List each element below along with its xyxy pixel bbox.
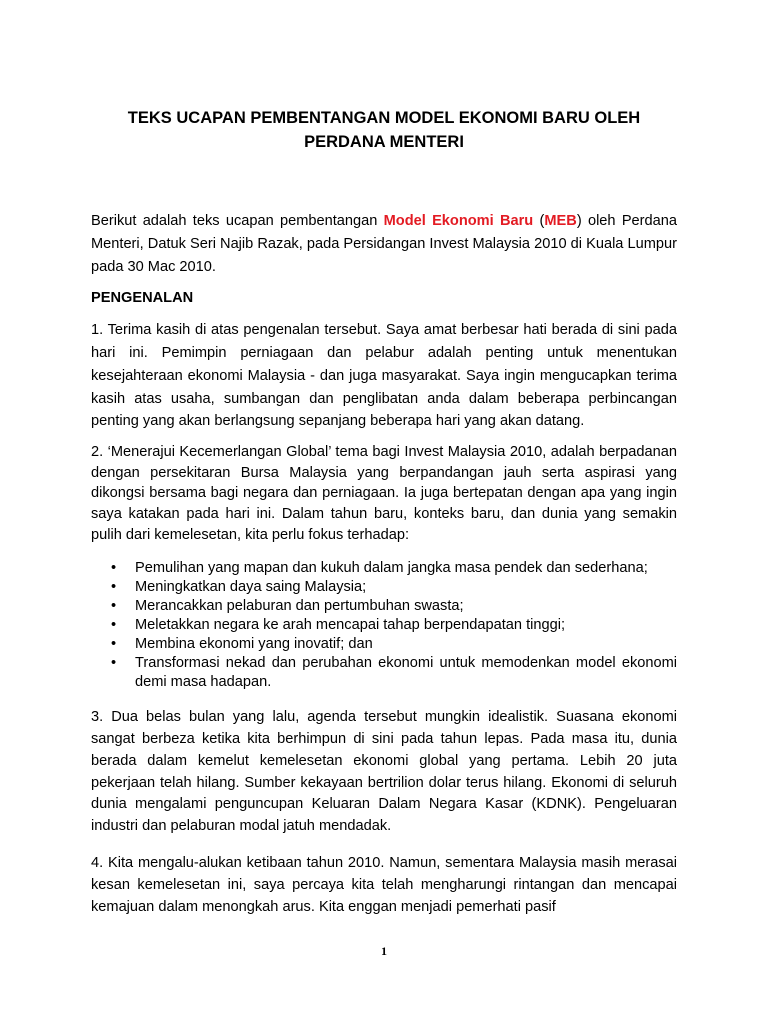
list-item-text: Membina ekonomi yang inovatif; dan xyxy=(135,636,373,653)
paragraph-3: 3. Dua belas bulan yang lalu, agenda tersebut mungkin idealistik. Suasana ekonomi sangat berbeza ketika kita berhimpun di sini pada tahun lepas. Pada masa itu, dunia berada dalam kemelut kemelesetan ekonomi global yang pertama. Lebih 20 juta pekerjaan telah hilang. Sumber kekayaan bertrilion dolar terus hilang. Ekonomi di seluruh dunia mengalami penguncupan Keluaran Dalam Negara Kasar (KDNK). Pengeluaran industri dan pelaburan modal jatuh mendadak. xyxy=(91,709,677,835)
bullet-icon: • xyxy=(111,560,117,577)
bullet-icon: • xyxy=(111,598,117,615)
section-heading-pengenalan: PENGENALAN xyxy=(91,290,194,307)
list-item-text: Transformasi nekad dan perubahan ekonomi untuk memodenkan model ekonomi demi masa hadapan. xyxy=(135,655,677,691)
intro-highlight-model-ekonomi-baru: Model Ekonomi Baru xyxy=(383,213,534,229)
intro-highlight-meb: MEB xyxy=(544,213,577,229)
list-item-text: Meletakkan negara ke arah mencapai tahap berpendapatan tinggi; xyxy=(135,617,566,634)
paragraph-2: 2. ‘Menerajui Kecemerlangan Global’ tema bagi Invest Malaysia 2010, adalah berpadanan dengan persekitaran Bursa Malaysia yang berpandangan jauh serta aspirasi yang dikongsi bersama bagi negara dan perniagaan. Ia juga bertepatan dengan apa yang ingin saya katakan pada hari ini. Dalam tahun baru, konteks baru, dan dunia yang semakin pulih dari kemelesetan, kita perlu fokus terhadap: xyxy=(91,444,677,543)
paragraph-1: 1. Terima kasih di atas pengenalan tersebut. Saya amat berbesar hati berada di sini pada hari ini. Pemimpin perniagaan dan pelabur adalah penting untuk menentukan kesejahteraan ekonomi Malaysia - dan juga masyarakat. Saya ingin mengucapkan terima kasih atas usaha, sumbangan dan penglibatan anda dalam beberapa perbincangan penting yang akan berlangsung sepanjang beberapa hari yang akan datang. xyxy=(91,322,677,430)
intro-paragraph xyxy=(91,210,677,278)
list-item xyxy=(91,635,677,654)
list-item-text: Merancakkan pelaburan dan pertumbuhan swasta; xyxy=(135,598,464,615)
intro-text-before: Berikut adalah teks ucapan pembentangan xyxy=(91,213,384,229)
intro-text-after: ) oleh Perdana Menteri, Datuk Seri Najib Razak, pada Persidangan Invest Malaysia 2010 di Kuala Lumpur pada 30 Mac 2010. xyxy=(91,213,677,275)
list-item xyxy=(91,616,677,635)
list-item-text: Meningkatkan daya saing Malaysia; xyxy=(135,579,367,596)
list-item xyxy=(91,654,677,692)
page-number: 1 xyxy=(381,944,387,958)
bullet-icon: • xyxy=(111,636,117,653)
title-line-2: PERDANA MENTERI xyxy=(304,133,464,151)
list-item xyxy=(91,578,677,597)
list-item-text: Pemulihan yang mapan dan kukuh dalam jangka masa pendek dan sederhana; xyxy=(135,560,648,577)
document-page xyxy=(91,106,677,918)
list-item xyxy=(91,597,677,616)
paragraph-4: 4. Kita mengalu-alukan ketibaan tahun 2010. Namun, sementara Malaysia masih merasai kesan kemelesetan ini, saya percaya kita telah mengharungi rintangan dan mencapai kemajuan dalam menongkah arus. Kita enggan menjadi pemerhati pasif xyxy=(91,854,677,915)
bullet-icon: • xyxy=(111,617,117,634)
focus-bullet-list xyxy=(91,559,677,692)
title-line-1: TEKS UCAPAN PEMBENTANGAN MODEL EKONOMI BARU OLEH xyxy=(127,109,641,127)
intro-text-between: ( xyxy=(533,213,545,229)
bullet-icon: • xyxy=(111,579,117,596)
list-item xyxy=(91,559,677,578)
document-title xyxy=(91,106,677,154)
bullet-icon: • xyxy=(111,655,117,672)
